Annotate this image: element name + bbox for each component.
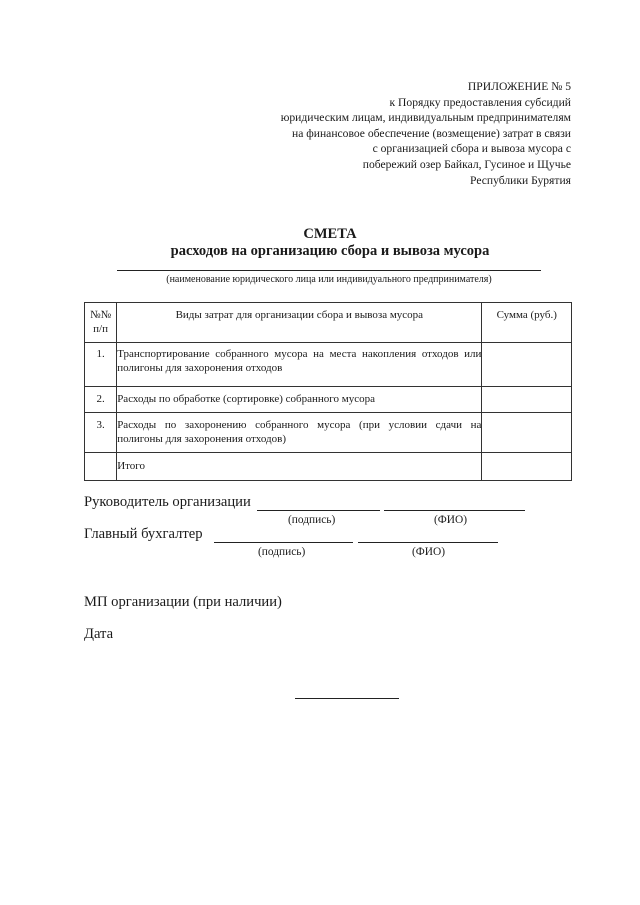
date-label: Дата — [84, 626, 114, 642]
organization-name-caption: (наименование юридического лица или индивидуального предпринимателя) — [166, 274, 492, 285]
document-subtitle: расходов на организацию сбора и вывоза мусора — [170, 243, 490, 259]
annex-line: к Порядку предоставления субсидий — [389, 95, 571, 109]
stamp-label: МП организации (при наличии) — [84, 594, 282, 610]
total-label: Итого — [117, 453, 482, 481]
row-description: Расходы по захоронению собранного мусора (при условии сдачи на полигоны для захоронения отходов) — [117, 413, 482, 453]
annex-line: побережий озер Байкал, Гусиное и Щучье — [362, 157, 571, 171]
head-signature-caption: (подпись) — [288, 514, 336, 526]
annex-line: с организацией сбора и вывоза мусора с — [372, 142, 571, 156]
header-number: №№ п/п — [85, 303, 117, 343]
table-row — [85, 343, 572, 387]
annex-line: Республики Бурятия — [470, 173, 571, 187]
organization-name-line[interactable] — [117, 270, 541, 271]
accountant-name-caption: (ФИО) — [412, 546, 446, 558]
annex-block — [231, 79, 571, 188]
estimate-table — [84, 302, 572, 481]
row-sum-cell[interactable] — [482, 387, 572, 413]
header-sum: Сумма (руб.) — [482, 303, 572, 343]
head-name-caption: (ФИО) — [434, 514, 468, 526]
table-row — [85, 387, 572, 413]
accountant-signature-caption: (подпись) — [258, 546, 306, 558]
table-total-row — [85, 453, 572, 481]
header-description: Виды затрат для организации сбора и вывоза мусора — [117, 303, 482, 343]
row-number: 2. — [85, 387, 117, 413]
footer-divider — [295, 698, 399, 699]
row-description: Транспортирование собранного мусора на места накопления отходов или полигоны для захоронения отходов — [117, 343, 482, 387]
row-number — [85, 453, 117, 481]
accountant-signature-line[interactable] — [214, 542, 353, 543]
annex-line: юридическим лицам, индивидуальным предпринимателям — [280, 111, 571, 125]
head-signature-line[interactable] — [257, 510, 380, 511]
row-sum-cell[interactable] — [482, 413, 572, 453]
accountant-signature-label: Главный бухгалтер — [84, 526, 203, 542]
total-sum-cell[interactable] — [482, 453, 572, 481]
document-title: СМЕТА — [303, 226, 357, 242]
table-header-row — [85, 303, 572, 343]
accountant-name-line[interactable] — [358, 542, 498, 543]
table-row — [85, 413, 572, 453]
row-number: 1. — [85, 343, 117, 387]
head-name-line[interactable] — [384, 510, 525, 511]
row-description: Расходы по обработке (сортировке) собранного мусора — [117, 387, 482, 413]
annex-line: ПРИЛОЖЕНИЕ № 5 — [467, 80, 571, 93]
head-signature-label: Руководитель организации — [84, 494, 251, 510]
row-number: 3. — [85, 413, 117, 453]
annex-line: на финансовое обеспечение (возмещение) затрат в связи — [292, 126, 571, 140]
row-sum-cell[interactable] — [482, 343, 572, 387]
